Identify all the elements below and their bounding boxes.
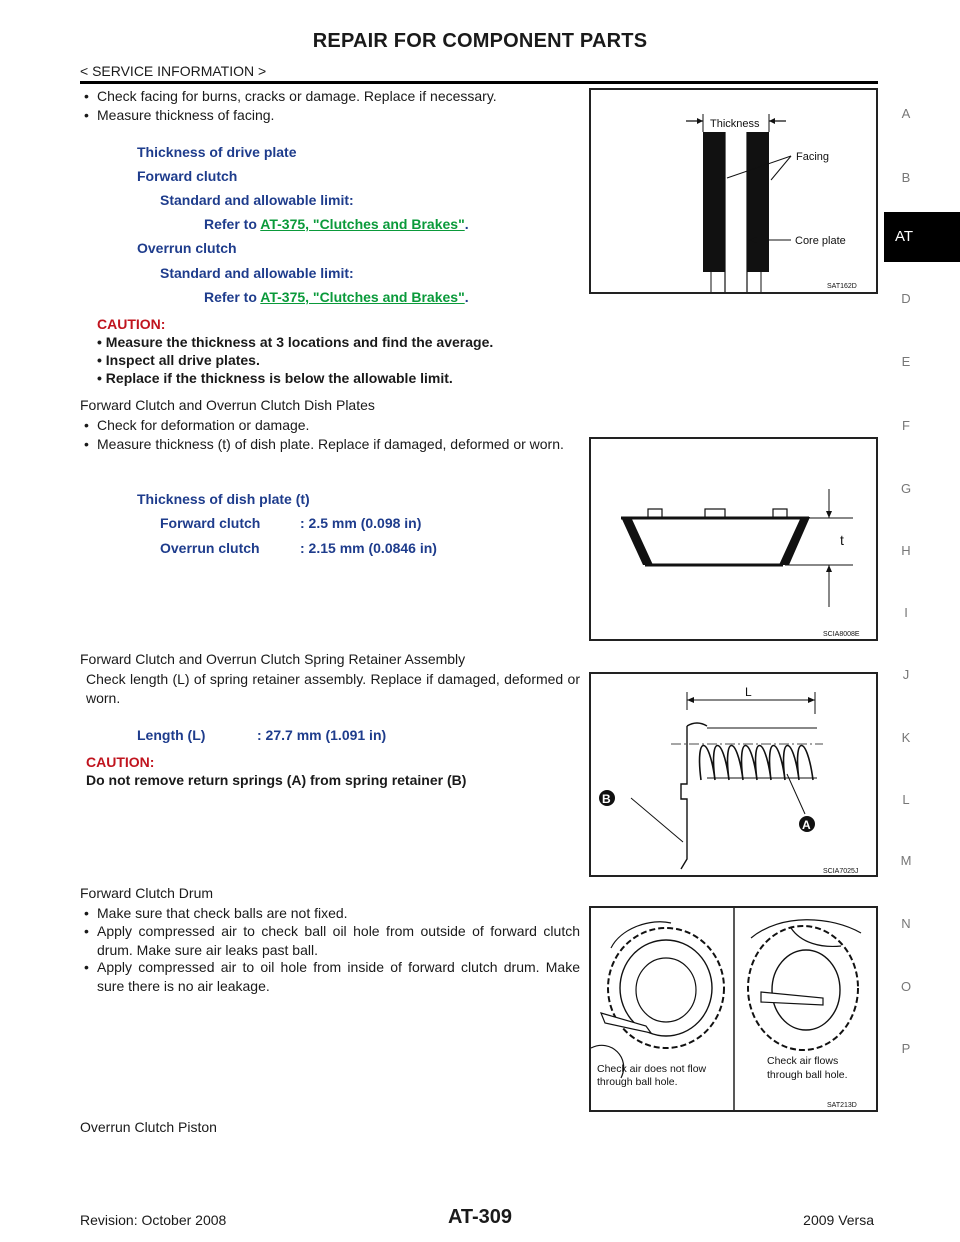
figure-spring-retainer [589, 672, 878, 877]
spec-title: Thickness of dish plate (t) [137, 491, 310, 507]
spec-row-label: Length (L) [137, 727, 206, 743]
spec-row-value: : 2.15 mm (0.0846 in) [300, 540, 437, 556]
spec-row-value: : 27.7 mm (1.091 in) [257, 727, 387, 743]
section-heading: Forward Clutch Drum [80, 885, 214, 901]
spec-reference: Refer to AT-375, "Clutches and Brakes". [204, 289, 469, 305]
spec-row-label: Overrun clutch [160, 540, 260, 556]
side-index-d[interactable]: D [901, 291, 911, 306]
caution-item: • Replace if the thickness is below the allowable limit. [97, 370, 453, 386]
side-index-b[interactable]: B [901, 170, 911, 185]
side-index-n[interactable]: N [901, 916, 911, 931]
caption-right-1: Check air flows [767, 1055, 839, 1067]
caption-left-2: through ball hole. [597, 1076, 678, 1088]
side-index-l[interactable]: L [902, 792, 910, 807]
page-title: REPAIR FOR COMPONENT PARTS [312, 30, 648, 52]
label-facing: Facing [796, 151, 830, 163]
figure-code: SAT213D [827, 1102, 857, 1109]
drive-plate-diagram [591, 90, 876, 292]
list-item: • Check facing for burns, cracks or damage. Replace if necessary. [84, 88, 497, 104]
spec-subtitle-overrun: Overrun clutch [137, 240, 237, 256]
figure-drive-plate-thickness [589, 88, 878, 294]
caution-title: CAUTION: [97, 316, 166, 332]
body-text: Check length (L) of spring retainer assembly. Replace if damaged, deformed or worn. [86, 671, 580, 706]
list-item: • Make sure that check balls are not fixed. [84, 905, 348, 921]
caption-left-1: Check air does not flow [597, 1063, 707, 1075]
label-B: B [602, 792, 611, 806]
side-index-h[interactable]: H [901, 543, 911, 558]
spec-reference: Refer to AT-375, "Clutches and Brakes". [204, 216, 469, 232]
side-index-f[interactable]: F [902, 418, 910, 433]
side-index-p[interactable]: P [901, 1041, 911, 1056]
reference-link[interactable]: AT-375, "Clutches and Brakes" [260, 216, 465, 232]
side-index-m[interactable]: M [900, 853, 912, 868]
figure-code: SCIA7025J [823, 868, 859, 875]
figure-forward-clutch-drum [589, 906, 878, 1112]
section-heading: Forward Clutch and Overrun Clutch Dish Plates [80, 397, 375, 413]
footer-revision: Revision: October 2008 [80, 1212, 227, 1228]
list-item: • Apply compressed air to oil hole from inside of forward clutch drum. Make sure there is no air leakage. [84, 959, 580, 994]
label-A: A [802, 818, 811, 832]
caption-right-2: through ball hole. [767, 1069, 848, 1081]
label-thickness: Thickness [710, 118, 760, 130]
caution-title: CAUTION: [86, 754, 155, 770]
spec-title: Thickness of drive plate [137, 144, 297, 160]
side-index-j[interactable]: J [902, 667, 910, 682]
header-rule [80, 81, 878, 84]
dish-plate-diagram [591, 439, 876, 639]
list-item: • Apply compressed air to check ball oil hole from outside of forward clutch drum. Make sure air leaks past ball. [84, 923, 580, 958]
spec-label: Standard and allowable limit: [160, 192, 354, 208]
figure-code: SAT162D [827, 283, 857, 290]
side-index-e[interactable]: E [901, 354, 911, 369]
list-item: • Measure thickness of facing. [84, 107, 275, 123]
figure-dish-plate-thickness [589, 437, 878, 641]
caution-item: • Inspect all drive plates. [97, 352, 260, 368]
side-index-a[interactable]: A [901, 106, 911, 121]
spring-retainer-diagram [591, 674, 876, 875]
spec-label: Standard and allowable limit: [160, 265, 354, 281]
reference-link[interactable]: AT-375, "Clutches and Brakes" [260, 289, 465, 305]
label-t: t [840, 532, 844, 548]
side-index-o[interactable]: O [900, 979, 912, 994]
section-heading: Overrun Clutch Piston [80, 1119, 217, 1135]
list-item: • Check for deformation or damage. [84, 417, 310, 433]
clutch-drum-diagram [591, 908, 876, 1110]
footer-page-number: AT-309 [447, 1206, 513, 1228]
side-index-g[interactable]: G [900, 481, 912, 496]
caution-item: • Measure the thickness at 3 locations and find the average. [97, 334, 494, 350]
list-item: • Measure thickness (t) of dish plate. Replace if damaged, deformed or worn. [84, 436, 564, 452]
caution-text: Do not remove return springs (A) from spring retainer (B) [86, 772, 467, 788]
label-L: L [745, 685, 752, 699]
spec-row-value: : 2.5 mm (0.098 in) [300, 515, 422, 531]
side-index-k[interactable]: K [901, 730, 911, 745]
spec-row-label: Forward clutch [160, 515, 261, 531]
section-heading: Forward Clutch and Overrun Clutch Spring Retainer Assembly [80, 651, 466, 667]
figure-code: SCIA8008E [823, 631, 860, 638]
side-index-i[interactable]: I [904, 605, 908, 620]
footer-model: 2009 Versa [803, 1212, 874, 1228]
spec-subtitle-forward: Forward clutch [137, 168, 238, 184]
label-core-plate: Core plate [795, 235, 846, 247]
side-index-at-active[interactable]: AT [884, 212, 960, 262]
section-breadcrumb: < SERVICE INFORMATION > [80, 63, 267, 79]
